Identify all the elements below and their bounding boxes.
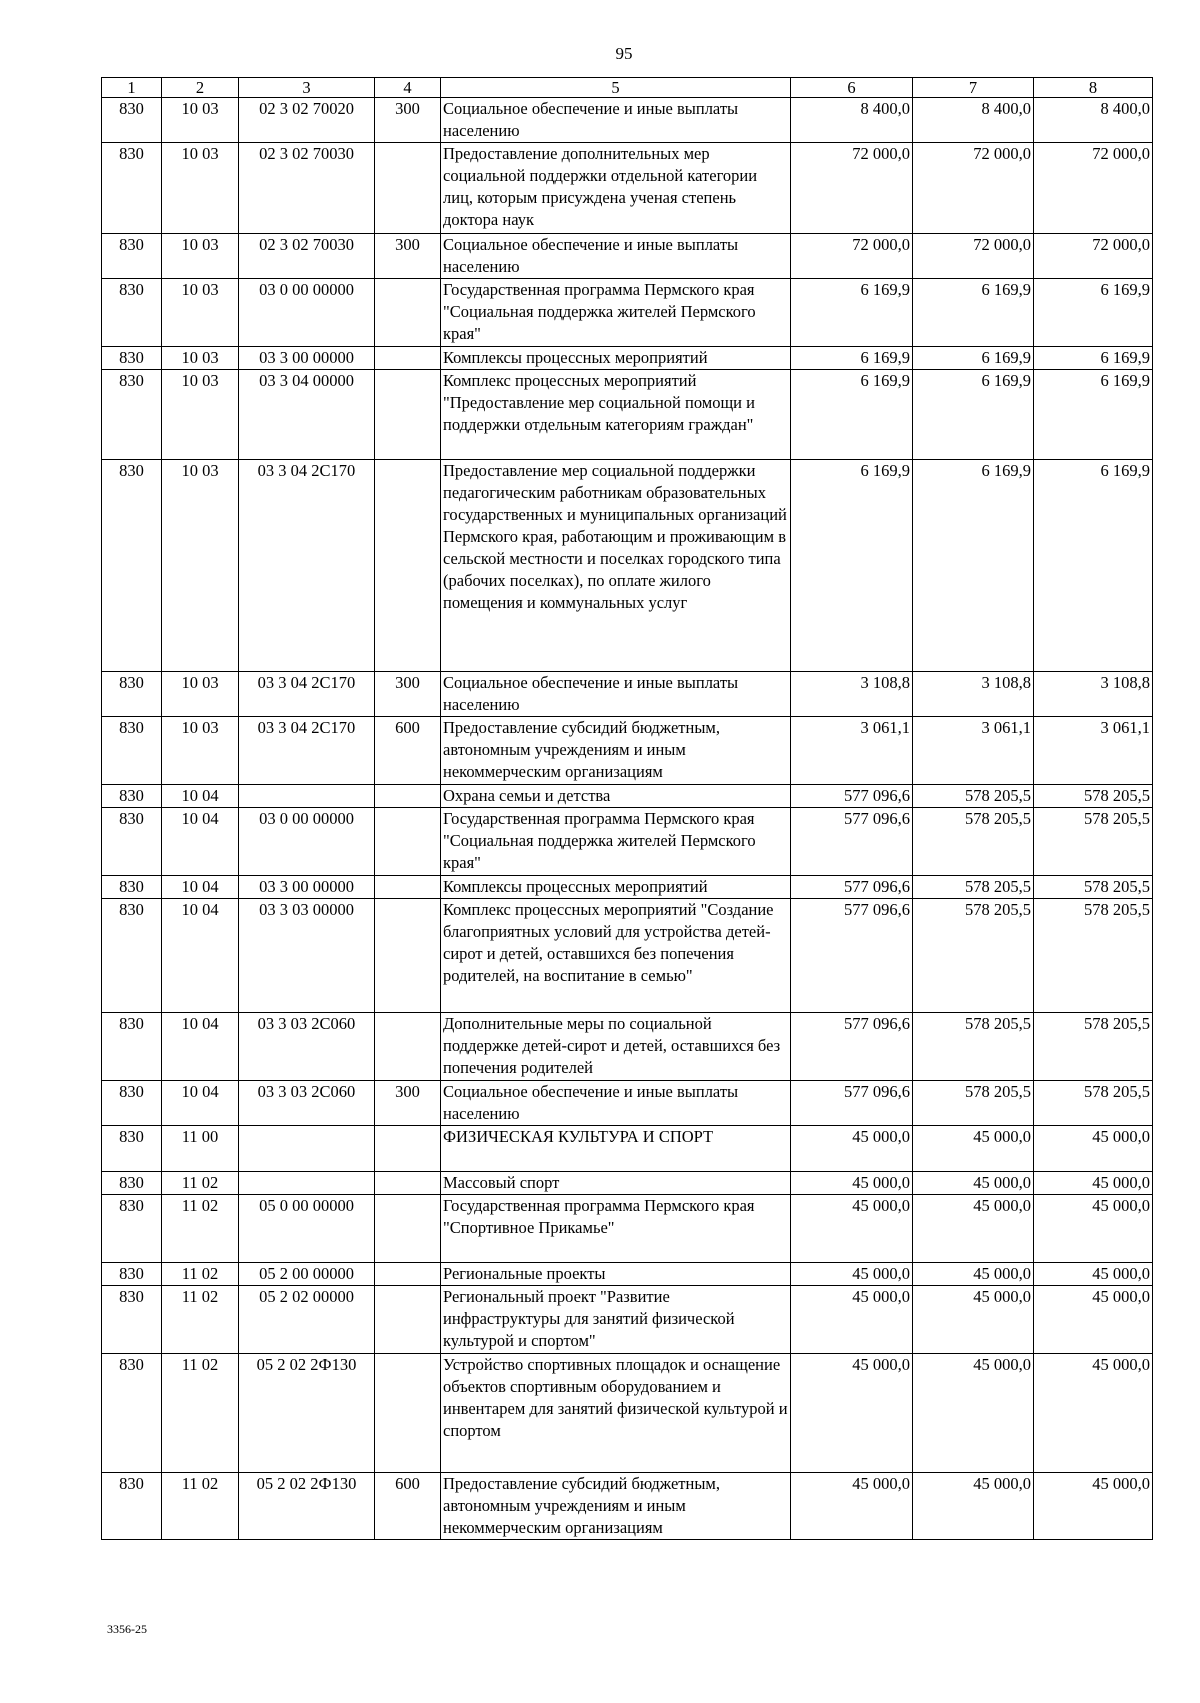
cell-target-article: 03 0 00 00000 — [239, 279, 375, 347]
cell-amount-col6: 577 096,6 — [791, 808, 913, 876]
cell-amount-col8: 3 061,1 — [1034, 717, 1153, 785]
cell-ministry-code: 830 — [102, 1473, 162, 1540]
column-header: 3 — [239, 78, 375, 98]
cell-section-code: 11 00 — [162, 1126, 239, 1172]
cell-description: Комплекс процессных мероприятий "Создание благоприятных условий для устройства детей-сирот и детей, оставшихся без попечения родителей, на воспитание в семью" — [441, 899, 791, 1013]
cell-description: Комплексы процессных мероприятий — [441, 876, 791, 899]
cell-amount-col6: 3 108,8 — [791, 672, 913, 717]
cell-section-code: 10 04 — [162, 876, 239, 899]
cell-amount-col6: 577 096,6 — [791, 785, 913, 808]
cell-section-code: 10 03 — [162, 234, 239, 279]
cell-amount-col7: 45 000,0 — [913, 1263, 1034, 1286]
table-row — [102, 899, 1153, 1013]
cell-expense-type — [375, 1286, 441, 1354]
cell-target-article: 05 2 02 2Ф130 — [239, 1473, 375, 1540]
cell-description: Массовый спорт — [441, 1172, 791, 1195]
cell-amount-col8: 72 000,0 — [1034, 234, 1153, 279]
cell-target-article: 03 3 03 2С060 — [239, 1081, 375, 1126]
table-row — [102, 808, 1153, 876]
cell-section-code: 10 04 — [162, 1081, 239, 1126]
cell-target-article — [239, 1172, 375, 1195]
cell-amount-col6: 6 169,9 — [791, 460, 913, 672]
cell-amount-col7: 45 000,0 — [913, 1172, 1034, 1195]
cell-section-code: 10 04 — [162, 785, 239, 808]
cell-amount-col6: 6 169,9 — [791, 370, 913, 460]
cell-amount-col8: 578 205,5 — [1034, 899, 1153, 1013]
cell-ministry-code: 830 — [102, 1286, 162, 1354]
cell-description: Государственная программа Пермского края "Социальная поддержка жителей Пермского края" — [441, 279, 791, 347]
cell-section-code: 11 02 — [162, 1172, 239, 1195]
cell-amount-col8: 45 000,0 — [1034, 1286, 1153, 1354]
cell-amount-col7: 45 000,0 — [913, 1286, 1034, 1354]
cell-amount-col7: 578 205,5 — [913, 876, 1034, 899]
cell-section-code: 10 03 — [162, 717, 239, 785]
cell-ministry-code: 830 — [102, 1354, 162, 1473]
cell-section-code: 10 03 — [162, 672, 239, 717]
budget-table — [101, 77, 1153, 1540]
table-row — [102, 1473, 1153, 1540]
cell-ministry-code: 830 — [102, 899, 162, 1013]
cell-expense-type — [375, 785, 441, 808]
cell-description: Охрана семьи и детства — [441, 785, 791, 808]
cell-section-code: 10 03 — [162, 98, 239, 143]
cell-description: Социальное обеспечение и иные выплаты населению — [441, 672, 791, 717]
cell-amount-col6: 45 000,0 — [791, 1473, 913, 1540]
cell-amount-col6: 577 096,6 — [791, 1013, 913, 1081]
cell-amount-col7: 45 000,0 — [913, 1473, 1034, 1540]
table-row — [102, 1126, 1153, 1172]
cell-expense-type — [375, 143, 441, 234]
cell-section-code: 10 03 — [162, 347, 239, 370]
cell-target-article — [239, 785, 375, 808]
cell-amount-col7: 578 205,5 — [913, 1081, 1034, 1126]
cell-amount-col8: 6 169,9 — [1034, 370, 1153, 460]
cell-section-code: 10 04 — [162, 808, 239, 876]
table-row — [102, 1263, 1153, 1286]
cell-section-code: 10 03 — [162, 460, 239, 672]
cell-target-article: 05 2 00 00000 — [239, 1263, 375, 1286]
table-row — [102, 1013, 1153, 1081]
table-row — [102, 876, 1153, 899]
cell-target-article: 02 3 02 70030 — [239, 234, 375, 279]
cell-target-article: 03 0 00 00000 — [239, 808, 375, 876]
cell-description: Комплекс процессных мероприятий "Предоставление мер социальной помощи и поддержки отдельным категориям граждан" — [441, 370, 791, 460]
cell-amount-col6: 577 096,6 — [791, 876, 913, 899]
cell-description: Социальное обеспечение и иные выплаты населению — [441, 98, 791, 143]
cell-amount-col7: 578 205,5 — [913, 899, 1034, 1013]
column-header: 5 — [441, 78, 791, 98]
cell-amount-col6: 3 061,1 — [791, 717, 913, 785]
cell-section-code: 10 03 — [162, 370, 239, 460]
cell-target-article: 03 3 03 00000 — [239, 899, 375, 1013]
cell-description: Устройство спортивных площадок и оснащение объектов спортивным оборудованием и инвентарем для занятий физической культурой и спортом — [441, 1354, 791, 1473]
cell-amount-col6: 45 000,0 — [791, 1126, 913, 1172]
cell-ministry-code: 830 — [102, 370, 162, 460]
cell-expense-type: 300 — [375, 98, 441, 143]
cell-amount-col8: 578 205,5 — [1034, 808, 1153, 876]
cell-amount-col6: 6 169,9 — [791, 347, 913, 370]
cell-ministry-code: 830 — [102, 717, 162, 785]
cell-expense-type — [375, 1263, 441, 1286]
cell-amount-col6: 45 000,0 — [791, 1172, 913, 1195]
cell-amount-col7: 45 000,0 — [913, 1195, 1034, 1263]
cell-amount-col6: 8 400,0 — [791, 98, 913, 143]
cell-amount-col8: 6 169,9 — [1034, 279, 1153, 347]
column-header: 6 — [791, 78, 913, 98]
cell-amount-col7: 72 000,0 — [913, 143, 1034, 234]
cell-ministry-code: 830 — [102, 460, 162, 672]
cell-target-article: 05 0 00 00000 — [239, 1195, 375, 1263]
table-row — [102, 347, 1153, 370]
cell-description: Государственная программа Пермского края "Социальная поддержка жителей Пермского края" — [441, 808, 791, 876]
cell-amount-col8: 6 169,9 — [1034, 460, 1153, 672]
table-row — [102, 1354, 1153, 1473]
cell-ministry-code: 830 — [102, 143, 162, 234]
table-row — [102, 672, 1153, 717]
table-row — [102, 370, 1153, 460]
table-row — [102, 1195, 1153, 1263]
cell-description: Дополнительные меры по социальной поддержке детей-сирот и детей, оставшихся без попечения родителей — [441, 1013, 791, 1081]
cell-description: Социальное обеспечение и иные выплаты населению — [441, 234, 791, 279]
cell-amount-col8: 45 000,0 — [1034, 1126, 1153, 1172]
column-header: 2 — [162, 78, 239, 98]
document-code: 3356-25 — [107, 1622, 147, 1636]
column-header: 4 — [375, 78, 441, 98]
table-row — [102, 460, 1153, 672]
table-row — [102, 1286, 1153, 1354]
cell-amount-col8: 578 205,5 — [1034, 785, 1153, 808]
cell-section-code: 11 02 — [162, 1354, 239, 1473]
cell-section-code: 10 03 — [162, 279, 239, 347]
column-header: 8 — [1034, 78, 1153, 98]
cell-ministry-code: 830 — [102, 1172, 162, 1195]
cell-section-code: 10 04 — [162, 1013, 239, 1081]
cell-amount-col8: 45 000,0 — [1034, 1473, 1153, 1540]
cell-expense-type — [375, 1013, 441, 1081]
cell-amount-col6: 72 000,0 — [791, 234, 913, 279]
cell-target-article: 03 3 04 2С170 — [239, 717, 375, 785]
table-row — [102, 785, 1153, 808]
cell-ministry-code: 830 — [102, 98, 162, 143]
cell-amount-col7: 45 000,0 — [913, 1354, 1034, 1473]
cell-amount-col8: 578 205,5 — [1034, 1081, 1153, 1126]
cell-amount-col7: 6 169,9 — [913, 460, 1034, 672]
cell-target-article: 03 3 00 00000 — [239, 347, 375, 370]
cell-target-article: 03 3 04 00000 — [239, 370, 375, 460]
cell-amount-col7: 72 000,0 — [913, 234, 1034, 279]
header-row — [102, 78, 1153, 98]
cell-expense-type — [375, 347, 441, 370]
table-row — [102, 279, 1153, 347]
cell-expense-type — [375, 899, 441, 1013]
cell-ministry-code: 830 — [102, 785, 162, 808]
table-row — [102, 717, 1153, 785]
cell-ministry-code: 830 — [102, 347, 162, 370]
cell-section-code: 10 03 — [162, 143, 239, 234]
cell-amount-col8: 45 000,0 — [1034, 1172, 1153, 1195]
cell-target-article: 02 3 02 70030 — [239, 143, 375, 234]
cell-amount-col6: 577 096,6 — [791, 899, 913, 1013]
cell-expense-type: 300 — [375, 1081, 441, 1126]
cell-expense-type — [375, 1172, 441, 1195]
cell-ministry-code: 830 — [102, 808, 162, 876]
cell-amount-col8: 578 205,5 — [1034, 1013, 1153, 1081]
cell-amount-col7: 8 400,0 — [913, 98, 1034, 143]
cell-description: Предоставление субсидий бюджетным, автономным учреждениям и иным некоммерческим организациям — [441, 1473, 791, 1540]
cell-description: Предоставление субсидий бюджетным, автономным учреждениям и иным некоммерческим организациям — [441, 717, 791, 785]
cell-ministry-code: 830 — [102, 1081, 162, 1126]
cell-amount-col6: 45 000,0 — [791, 1195, 913, 1263]
cell-amount-col7: 578 205,5 — [913, 808, 1034, 876]
cell-target-article: 05 2 02 00000 — [239, 1286, 375, 1354]
table-row — [102, 234, 1153, 279]
cell-description: Региональные проекты — [441, 1263, 791, 1286]
cell-target-article: 02 3 02 70020 — [239, 98, 375, 143]
cell-amount-col7: 3 061,1 — [913, 717, 1034, 785]
table-row — [102, 143, 1153, 234]
cell-target-article: 03 3 04 2С170 — [239, 460, 375, 672]
cell-target-article: 05 2 02 2Ф130 — [239, 1354, 375, 1473]
cell-expense-type — [375, 279, 441, 347]
table-row — [102, 98, 1153, 143]
column-header: 7 — [913, 78, 1034, 98]
table-row — [102, 1172, 1153, 1195]
cell-ministry-code: 830 — [102, 234, 162, 279]
cell-amount-col6: 577 096,6 — [791, 1081, 913, 1126]
cell-amount-col6: 45 000,0 — [791, 1354, 913, 1473]
cell-expense-type — [375, 370, 441, 460]
cell-ministry-code: 830 — [102, 1263, 162, 1286]
cell-expense-type: 300 — [375, 234, 441, 279]
cell-amount-col8: 3 108,8 — [1034, 672, 1153, 717]
cell-section-code: 11 02 — [162, 1195, 239, 1263]
cell-target-article: 03 3 00 00000 — [239, 876, 375, 899]
cell-amount-col7: 3 108,8 — [913, 672, 1034, 717]
cell-description: Социальное обеспечение и иные выплаты населению — [441, 1081, 791, 1126]
cell-expense-type: 600 — [375, 717, 441, 785]
cell-expense-type — [375, 876, 441, 899]
cell-amount-col6: 45 000,0 — [791, 1286, 913, 1354]
cell-amount-col8: 6 169,9 — [1034, 347, 1153, 370]
cell-amount-col7: 45 000,0 — [913, 1126, 1034, 1172]
cell-expense-type — [375, 808, 441, 876]
cell-amount-col7: 578 205,5 — [913, 1013, 1034, 1081]
cell-description: ФИЗИЧЕСКАЯ КУЛЬТУРА И СПОРТ — [441, 1126, 791, 1172]
cell-ministry-code: 830 — [102, 279, 162, 347]
cell-expense-type: 300 — [375, 672, 441, 717]
cell-expense-type — [375, 460, 441, 672]
cell-section-code: 11 02 — [162, 1286, 239, 1354]
cell-amount-col8: 72 000,0 — [1034, 143, 1153, 234]
cell-ministry-code: 830 — [102, 1195, 162, 1263]
cell-amount-col6: 72 000,0 — [791, 143, 913, 234]
cell-amount-col8: 45 000,0 — [1034, 1195, 1153, 1263]
cell-expense-type — [375, 1126, 441, 1172]
cell-description: Предоставление мер социальной поддержки педагогическим работникам образовательных государственных и муниципальных организаций Пермского края, работающим и проживающим в сельской местности и поселках городского типа (рабочих поселках), по оплате жилого помещения и коммунальных услуг — [441, 460, 791, 672]
page-number: 95 — [615, 44, 633, 63]
cell-description: Комплексы процессных мероприятий — [441, 347, 791, 370]
cell-section-code: 11 02 — [162, 1473, 239, 1540]
cell-ministry-code: 830 — [102, 672, 162, 717]
cell-amount-col6: 45 000,0 — [791, 1263, 913, 1286]
cell-amount-col7: 578 205,5 — [913, 785, 1034, 808]
cell-ministry-code: 830 — [102, 876, 162, 899]
cell-amount-col8: 45 000,0 — [1034, 1354, 1153, 1473]
cell-amount-col7: 6 169,9 — [913, 279, 1034, 347]
cell-amount-col6: 6 169,9 — [791, 279, 913, 347]
cell-amount-col7: 6 169,9 — [913, 370, 1034, 460]
cell-target-article: 03 3 03 2С060 — [239, 1013, 375, 1081]
column-header: 1 — [102, 78, 162, 98]
cell-section-code: 10 04 — [162, 899, 239, 1013]
cell-amount-col8: 578 205,5 — [1034, 876, 1153, 899]
cell-section-code: 11 02 — [162, 1263, 239, 1286]
cell-ministry-code: 830 — [102, 1013, 162, 1081]
cell-expense-type — [375, 1354, 441, 1473]
cell-amount-col7: 6 169,9 — [913, 347, 1034, 370]
cell-ministry-code: 830 — [102, 1126, 162, 1172]
cell-target-article — [239, 1126, 375, 1172]
cell-amount-col8: 45 000,0 — [1034, 1263, 1153, 1286]
cell-target-article: 03 3 04 2С170 — [239, 672, 375, 717]
table-row — [102, 1081, 1153, 1126]
cell-description: Государственная программа Пермского края "Спортивное Прикамье" — [441, 1195, 791, 1263]
cell-description: Региональный проект "Развитие инфраструктуры для занятий физической культурой и спортом" — [441, 1286, 791, 1354]
cell-amount-col8: 8 400,0 — [1034, 98, 1153, 143]
cell-expense-type: 600 — [375, 1473, 441, 1540]
cell-expense-type — [375, 1195, 441, 1263]
cell-description: Предоставление дополнительных мер социальной поддержки отдельной категории лиц, которым присуждена ученая степень доктора наук — [441, 143, 791, 234]
